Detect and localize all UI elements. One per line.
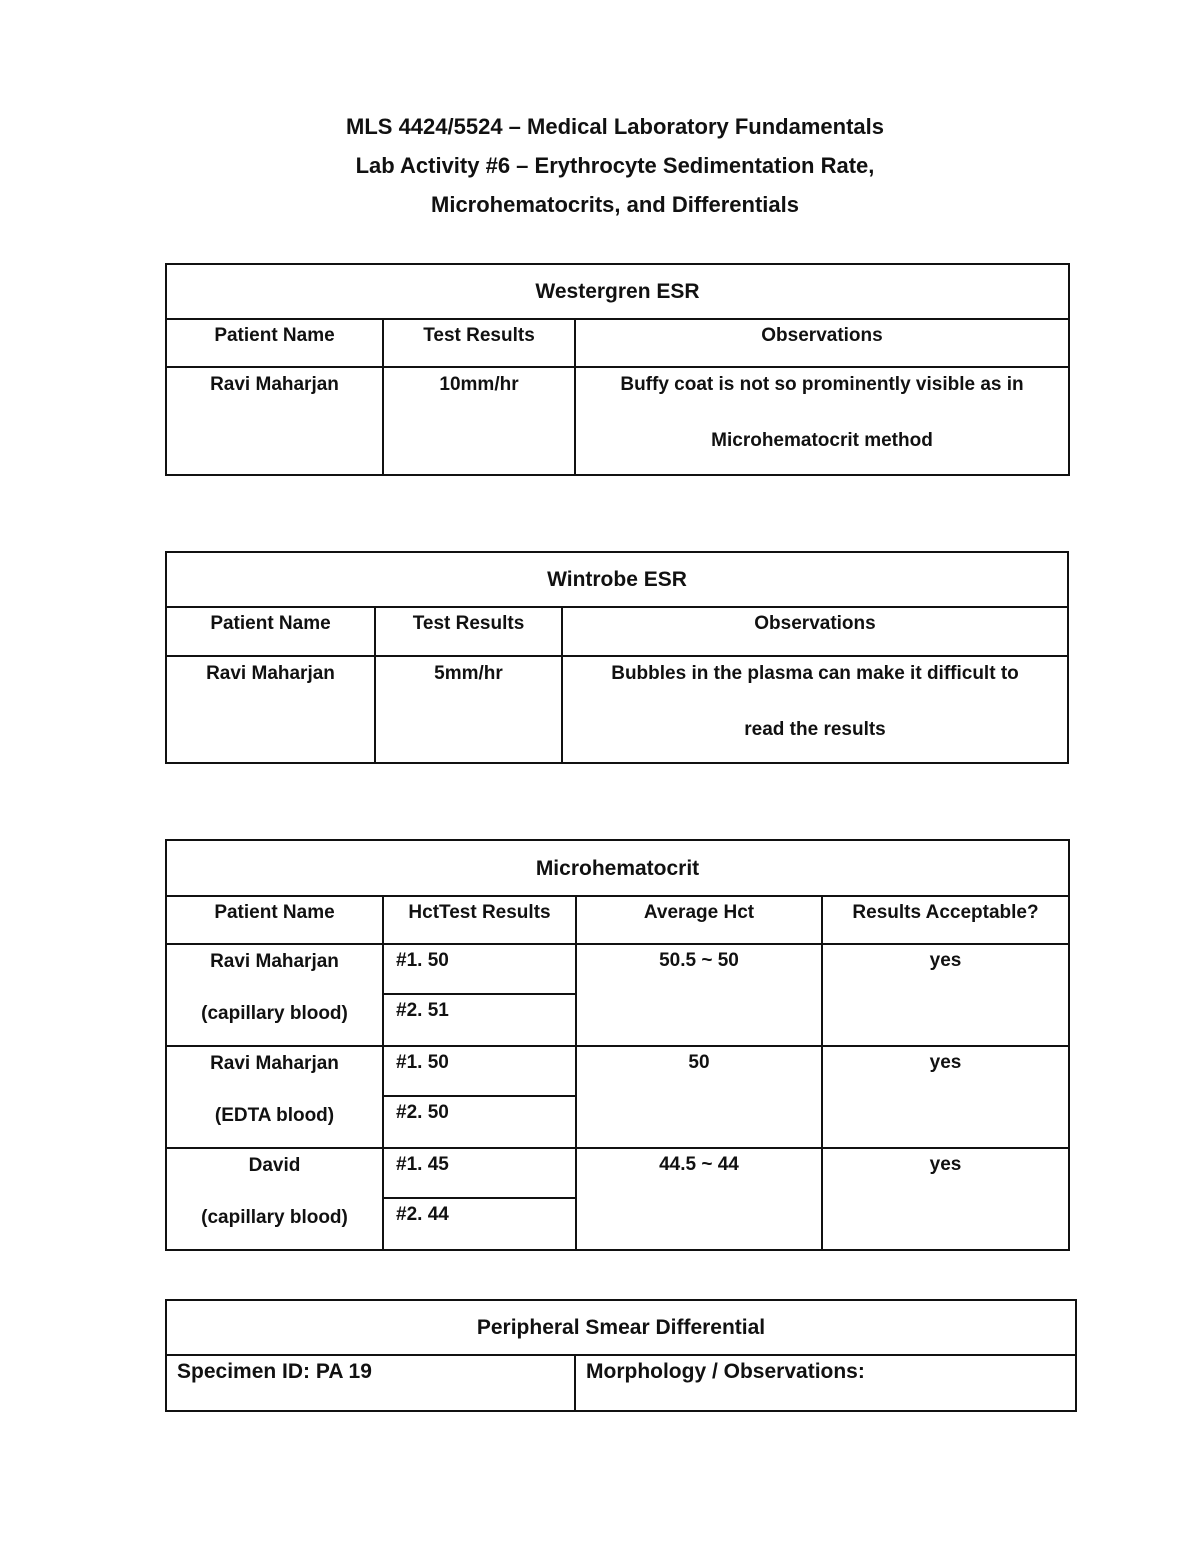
table-title: Peripheral Smear Differential	[166, 1300, 1076, 1355]
doc-title-line1: MLS 4424/5524 – Medical Laboratory Fundamentals	[346, 114, 884, 139]
morphology-observations: Morphology / Observations:	[575, 1355, 1076, 1411]
column-header: Patient Name	[166, 607, 375, 656]
table-row	[166, 1148, 1069, 1250]
doc-title-line2: Lab Activity #6 – Erythrocyte Sedimentation Rate,	[355, 153, 875, 178]
hct-result: #1. 50	[384, 945, 575, 995]
column-header: Observations	[575, 319, 1069, 367]
column-header: HctTest Results	[383, 896, 576, 944]
hct-result: #2. 51	[396, 1000, 449, 1021]
specimen-id: Specimen ID: PA 19	[166, 1355, 575, 1411]
acceptable: yes	[822, 1046, 1069, 1148]
patient-name: Ravi Maharjan	[210, 374, 339, 395]
patient-name: David	[248, 1155, 301, 1176]
observation: Buffy coat is not so prominently visible as in	[620, 374, 1024, 395]
sample-type: (capillary blood)	[201, 1003, 348, 1024]
wintrobe-table	[165, 551, 1069, 764]
column-header: Patient Name	[166, 896, 383, 944]
average-hct: 50.5 ~ 50	[576, 944, 822, 1046]
doc-title-line3: Microhematocrits, and Differentials	[431, 192, 799, 217]
patient-name: Ravi Maharjan	[210, 1053, 339, 1074]
acceptable: yes	[822, 944, 1069, 1046]
column-header: Test Results	[375, 607, 562, 656]
sample-type: (EDTA blood)	[214, 1105, 335, 1126]
table-row	[166, 367, 1069, 475]
hct-result: #1. 50	[384, 1047, 575, 1097]
hct-result: #2. 44	[396, 1204, 449, 1225]
table-row	[166, 1046, 1069, 1148]
column-header: Results Acceptable?	[822, 896, 1069, 944]
sample-type: (capillary blood)	[201, 1207, 348, 1228]
smear-table	[165, 1299, 1077, 1412]
column-header: Observations	[562, 607, 1068, 656]
patient-name: Ravi Maharjan	[206, 663, 335, 684]
column-header: Test Results	[383, 319, 575, 367]
microhematocrit-table	[165, 839, 1070, 1251]
average-hct: 50	[576, 1046, 822, 1148]
test-result: 5mm/hr	[434, 663, 503, 684]
average-hct: 44.5 ~ 44	[576, 1148, 822, 1250]
table-row	[166, 656, 1068, 763]
observation: Bubbles in the plasma can make it difficult to	[611, 663, 1019, 684]
hct-result: #2. 50	[396, 1102, 449, 1123]
table-title: Microhematocrit	[166, 840, 1069, 896]
hct-result: #1. 45	[384, 1149, 575, 1199]
test-result: 10mm/hr	[439, 374, 519, 395]
table-title: Wintrobe ESR	[166, 552, 1068, 607]
patient-name: Ravi Maharjan	[210, 951, 339, 972]
table-title: Westergren ESR	[166, 264, 1069, 319]
table-row	[166, 944, 1069, 1046]
column-header: Average Hct	[576, 896, 822, 944]
westergren-table	[165, 263, 1070, 476]
observation: Microhematocrit method	[711, 430, 933, 451]
column-header: Patient Name	[166, 319, 383, 367]
observation: read the results	[744, 719, 886, 740]
acceptable: yes	[822, 1148, 1069, 1250]
